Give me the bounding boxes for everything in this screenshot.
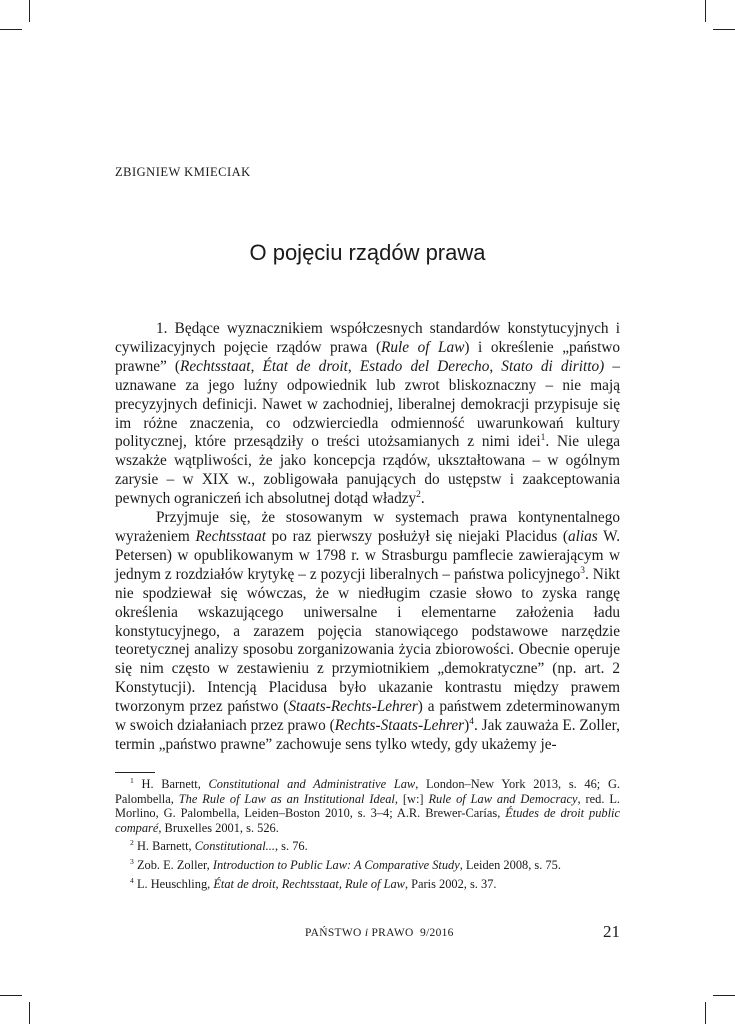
paragraph-1: [115, 320, 620, 509]
text-run: ,: [347, 357, 360, 375]
italic-term: État de droit: [262, 357, 348, 375]
text-run: ,: [489, 357, 502, 375]
footnote-number: 4: [130, 875, 134, 885]
text-run: ) i określenie „państwo prawne” (: [115, 338, 621, 375]
footnote-3: [115, 858, 620, 873]
italic-title: État de droit, Rechtsstaat, Rule of Law: [213, 876, 405, 891]
text-run: . Nikt nie spodziewał się wówczas, że w niedługim czasie słowo to zyska rangę określenia wskazującego uniwersalne i elementarne założenia ładu konstytucyjnego, a zarazem pojęcia stanowiącego podstawowe narzędzie teoretycznej analizy sposobu zorganizowania życia zbiorowości. Obecnie operuje się nim często w zestawieniu z przymiotnikiem „demokratyczne” (np. art. 2 Konstytucji). Intencją Placidusa było ukazanie kontrastu między prawem tworzonym przez państwo (: [115, 565, 621, 716]
italic-term: Rule of Law: [381, 338, 465, 356]
italic-term: Estado del Derecho: [359, 357, 490, 375]
crop-mark-bottom-right-h: [713, 995, 735, 996]
footnote-divider: [115, 772, 155, 773]
text-run: 1. Będące wyznacznikiem współczesnych standardów konstytucyjnych i cywilizacyjnych pojęcie rządów prawa (: [115, 320, 620, 356]
text-run: , Leiden 2008, s. 75.: [459, 857, 561, 872]
text-run: Przyjmuje się, że stosowanym w systemach prawa kontynentalnego wyrażeniem: [115, 509, 620, 545]
footnote-ref-4: 4: [469, 716, 474, 727]
crop-mark-top-left-h: [0, 29, 22, 30]
italic-title: The Rule of Law as an Institutional Ideal: [178, 791, 395, 806]
text-run: L. Heuschling,: [133, 876, 214, 891]
text-run: .: [420, 490, 425, 508]
author-name: ZBIGNIEW KMIECIAK: [115, 165, 251, 179]
journal-name-part: PRAWO: [368, 927, 414, 939]
paragraph-2: [115, 509, 620, 755]
article-body: [115, 320, 620, 755]
footnote-ref-1: 1: [540, 433, 546, 444]
footnote-ref-2: 2: [416, 490, 421, 501]
footnote-4: [115, 877, 620, 892]
crop-mark-top-left: [29, 0, 30, 22]
italic-term: Rechtsstaat: [180, 357, 251, 375]
italic-term: Rechtsstaat: [195, 527, 266, 545]
text-run: . Jak zauważa E. Zoller, termin „państwo prawne” zachowuje sens tylko wtedy, gdy ukażemy je-: [115, 717, 620, 753]
text-run: Zob. E. Zoller,: [133, 857, 213, 872]
text-run: , red. L. Morlino, G. Palombella, Leiden–Boston 2010, s. 3–4; A.R. Brewer-Carías,: [115, 791, 621, 821]
footnote-number: 3: [130, 856, 134, 866]
text-run: , Paris 2002, s. 37.: [404, 876, 497, 891]
crop-mark-bottom-left: [29, 1002, 30, 1024]
crop-mark-bottom-right: [705, 1002, 706, 1024]
italic-term: Staats-Rechts-Lehrer: [288, 698, 418, 716]
italic-title: Constitutional...: [194, 839, 275, 854]
text-run: , s. 76.: [274, 839, 308, 854]
crop-mark-bottom-left-h: [0, 995, 22, 996]
text-run: ,: [250, 357, 263, 375]
footnote-ref-3: 3: [580, 565, 586, 576]
text-run: , [w:]: [394, 791, 429, 806]
text-run: – uznawane za jego luźny odpowiednik lub zwrot bliskoznaczny – nie mają precyzyjnych definicji. Nawet w zachodniej, liberalnej demokracji przypisuje się im różne znaczenia, co odzwierciedla odmienność uwarunkowań kultury politycznej, które przesądziły o treści utożsamianych z nimi idei: [115, 357, 621, 451]
text-run: ): [464, 717, 470, 735]
article-title: O pojęciu rządów prawa: [249, 239, 486, 265]
text-run: po raz pierwszy posłużył się niejaki Placidus (: [265, 527, 568, 545]
italic-title: Rule of Law and Democracy: [428, 791, 578, 806]
italic-title: Introduction to Public Law: A Comparative Study: [212, 857, 460, 872]
journal-name: [305, 927, 454, 939]
text-run: H. Barnett,: [133, 839, 195, 854]
italic-term: alias: [568, 527, 598, 545]
crop-mark-top-right: [705, 0, 706, 22]
journal-name-part: PAŃSTWO: [305, 927, 365, 939]
text-run: H. Barnett,: [133, 777, 209, 791]
journal-name-italic: i: [364, 927, 369, 939]
footnote-1: [115, 777, 620, 835]
italic-title: Constitutional and Administrative Law: [208, 777, 416, 791]
footnote-2: [115, 839, 620, 854]
text-run: . Nie ulega wszakże wątpliwości, że jako koncepcja rządów, ukształtowana – w ogólnym zarysie – w XIX w., zobligowała panujących do ustępstw i zaakceptowania pewnych ograniczeń ich absolutnej dotąd władzy: [115, 433, 621, 508]
italic-term: Rechts-Staats-Lehrer: [334, 717, 465, 735]
italic-title: Études de droit public comparé: [115, 806, 620, 835]
footnotes: [115, 777, 620, 895]
footnote-number: 1: [130, 775, 134, 785]
journal-issue: 9/2016: [419, 927, 454, 939]
page-number: 21: [603, 922, 620, 941]
italic-term: Stato di diritto): [501, 357, 605, 375]
text-run: , Bruxelles 2001, s. 526.: [158, 820, 279, 835]
crop-mark-top-right-h: [713, 29, 735, 30]
footnote-number: 2: [130, 838, 134, 848]
text-run: , London–New York 2013, s. 46; G. Palombella,: [115, 777, 620, 806]
text-run: W. Petersen) w opublikowanym w 1798 r. w Strasburgu pamflecie zawierającym w jednym z rozdziałów krytykę – z pozycji liberalnych – państwa policyjnego: [115, 527, 621, 583]
text-run: ) a państwem zdeterminowanym w swoich działaniach przez prawo (: [115, 698, 620, 735]
